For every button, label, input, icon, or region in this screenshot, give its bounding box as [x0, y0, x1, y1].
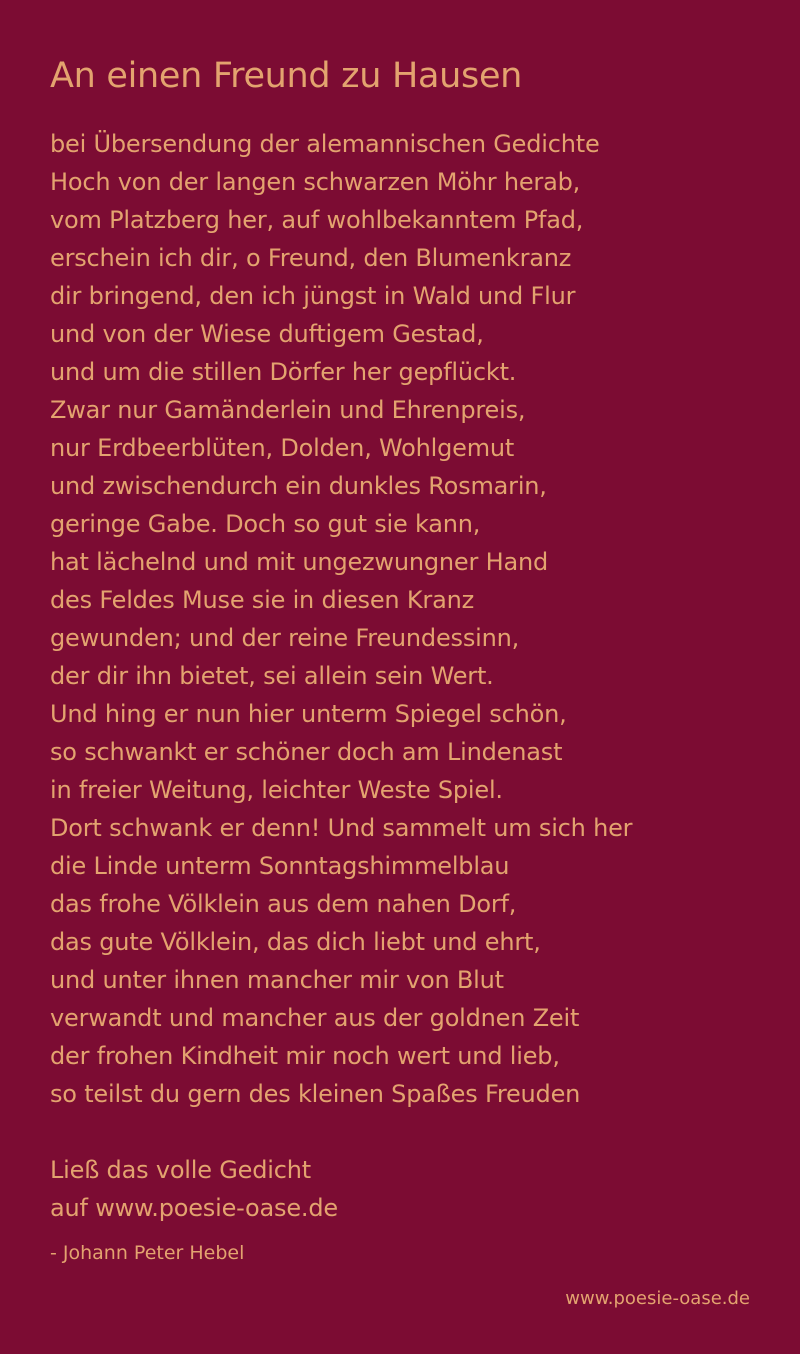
read-more-line: Ließ das volle Gedicht — [50, 1156, 311, 1184]
poem-line: der frohen Kindheit mir noch wert und lieb, — [50, 1042, 560, 1070]
poem-line: hat lächelnd und mit ungezwungner Hand — [50, 548, 548, 576]
read-more-url: auf www.poesie-oase.de — [50, 1194, 338, 1222]
poem-line: das gute Völklein, das dich liebt und ehrt, — [50, 928, 541, 956]
poem-line: und von der Wiese duftigem Gestad, — [50, 320, 484, 348]
poem-line: das frohe Völklein aus dem nahen Dorf, — [50, 890, 517, 918]
poem-line: der dir ihn bietet, sei allein sein Wert. — [50, 662, 494, 690]
poem-line: und unter ihnen mancher mir von Blut — [50, 966, 504, 994]
poem-line: des Feldes Muse sie in diesen Kranz — [50, 586, 474, 614]
poem-line: gewunden; und der reine Freundessinn, — [50, 624, 520, 652]
poem-author: - Johann Peter Hebel — [50, 1242, 245, 1264]
poem-body — [50, 125, 770, 1113]
poem-line: vom Platzberg her, auf wohlbekanntem Pfad, — [50, 206, 584, 234]
poem-line: Dort schwank er denn! Und sammelt um sich her — [50, 814, 633, 842]
poem-line: nur Erdbeerblüten, Dolden, Wohlgemut — [50, 434, 515, 462]
poem-line: bei Übersendung der alemannischen Gedichte — [50, 130, 600, 158]
poem-line: Und hing er nun hier unterm Spiegel schön, — [50, 700, 567, 728]
poem-line: geringe Gabe. Doch so gut sie kann, — [50, 510, 481, 538]
poem-line: Hoch von der langen schwarzen Möhr herab, — [50, 168, 581, 196]
poem-line: erschein ich dir, o Freund, den Blumenkranz — [50, 244, 572, 272]
read-more-note — [50, 1151, 338, 1227]
poem-line: in freier Weitung, leichter Weste Spiel. — [50, 776, 503, 804]
poem-line: verwandt und mancher aus der goldnen Zeit — [50, 1004, 580, 1032]
poem-line: und zwischendurch ein dunkles Rosmarin, — [50, 472, 547, 500]
poem-line: Zwar nur Gamänderlein und Ehrenpreis, — [50, 396, 526, 424]
poem-title: An einen Freund zu Hausen — [50, 56, 523, 96]
poem-line: so teilst du gern des kleinen Spaßes Freuden — [50, 1080, 581, 1108]
poem-line: die Linde unterm Sonntagshimmelblau — [50, 852, 510, 880]
poem-line: dir bringend, den ich jüngst in Wald und Flur — [50, 282, 576, 310]
website-watermark: www.poesie-oase.de — [565, 1288, 750, 1309]
poem-line: so schwankt er schöner doch am Lindenast — [50, 738, 563, 766]
poem-line: und um die stillen Dörfer her gepflückt. — [50, 358, 517, 386]
